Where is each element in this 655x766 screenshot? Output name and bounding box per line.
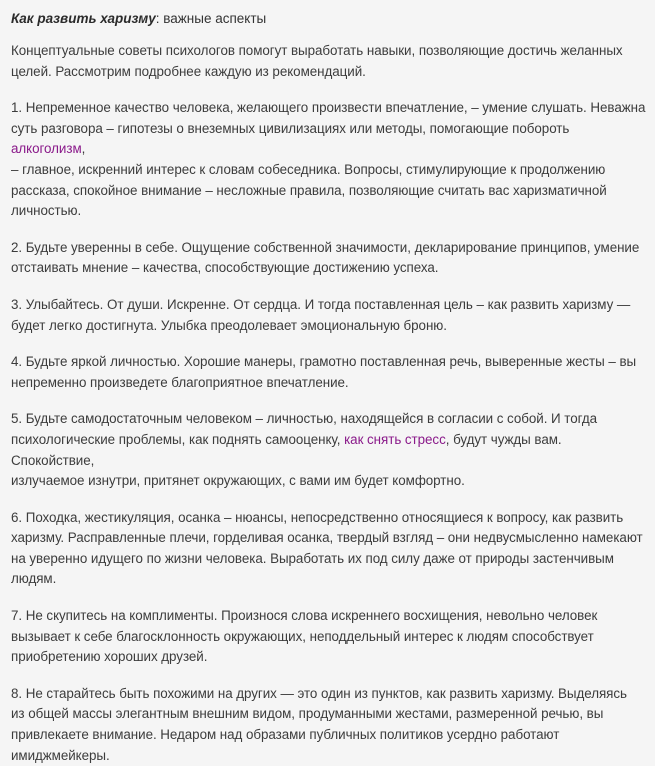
list-item-1 bbox=[11, 98, 647, 222]
section-heading-suffix: : важные аспекты bbox=[155, 11, 267, 26]
item-line: 3. Улыбайтесь. От души. Искренне. От сердца. И тогда поставленная цель – как развить харизму — bbox=[11, 296, 631, 312]
item-line: 7. Не скупитесь на комплименты. Произнося слова искреннего восхищения, невольно человек bbox=[11, 608, 598, 624]
intro-paragraph bbox=[11, 41, 647, 82]
item-line: 8. Не старайтесь быть похожими на других — это один из пунктов, как развить харизму. Выделяясь bbox=[11, 685, 627, 701]
item-line: приобретению хороших друзей. bbox=[11, 649, 208, 665]
section-heading-title: Как развить харизму bbox=[11, 11, 156, 26]
item-line: суть разговора – гипотезы о внеземных цивилизациях или методы, помогающие побороть bbox=[11, 120, 570, 136]
item-line: , bbox=[81, 141, 86, 157]
item-line: привлекаете внимание. Недаром над образами публичных политиков усердно работают имиджмейкеры. bbox=[11, 727, 560, 763]
item-line: харизму. Расправленные плечи, горделивая осанка, твердый взгляд – они недвусмысленно намекают bbox=[11, 530, 643, 546]
item-line: излучаемое изнутри, притянет окружающих, с вами им будет комфортно. bbox=[11, 473, 465, 489]
item-line: непременно произведете благоприятное впечатление. bbox=[11, 374, 349, 390]
list-item-4 bbox=[11, 352, 647, 393]
item-line: людям. bbox=[11, 571, 57, 587]
list-item-8 bbox=[11, 684, 647, 766]
item-line: из общей массы элегантным внешним видом, продуманными жестами, размеренной речью, вы bbox=[11, 706, 604, 722]
section-heading bbox=[11, 9, 647, 28]
list-item-5 bbox=[11, 409, 647, 491]
alcoholism-link[interactable]: алкоголизм bbox=[11, 141, 82, 157]
item-line: 6. Походка, жестикуляция, осанка – нюансы, непосредственно относящиеся к вопросу, как развить bbox=[11, 509, 624, 525]
stress-link[interactable]: как снять стресс bbox=[344, 431, 446, 447]
list-item-7 bbox=[11, 606, 647, 668]
item-line: отстаивать мнение – качества, способствующие достижению успеха. bbox=[11, 260, 439, 276]
item-line: будет легко достигнута. Улыбка преодолевает эмоциональную броню. bbox=[11, 317, 447, 333]
intro-line: целей. Рассмотрим подробнее каждую из рекомендаций. bbox=[11, 63, 366, 79]
list-item-2 bbox=[11, 238, 647, 279]
intro-line: Концептуальные советы психологов помогут выработать навыки, позволяющие достичь желанных bbox=[11, 43, 623, 58]
item-line: психологические проблемы, как поднять самооценку, bbox=[11, 431, 345, 447]
item-line: 1. Непременное качество человека, желающего произвести впечатление, – умение слушать. Неважна bbox=[11, 100, 646, 116]
article bbox=[11, 0, 647, 766]
item-line: на уверенно идущего по жизни человека. Выработать их под силу даже от природы застенчивым bbox=[11, 550, 614, 566]
list-item-3 bbox=[11, 295, 647, 336]
item-line: 4. Будьте яркой личностью. Хорошие манеры, грамотно поставленная речь, выверенные жесты – вы bbox=[11, 354, 637, 370]
item-line: личностью. bbox=[11, 203, 82, 219]
item-line: рассказа, спокойное внимание – несложные правила, позволяющие считать вас харизматичной bbox=[11, 182, 607, 198]
list-item-6 bbox=[11, 508, 647, 590]
item-line: вызывает к себе благосклонность окружающих, неподдельный интерес к людям способствует bbox=[11, 628, 594, 644]
item-line: – главное, искренний интерес к словам собеседника. Вопросы, стимулирующие к продолжению bbox=[11, 161, 606, 177]
item-line: 2. Будьте уверенны в себе. Ощущение собственной значимости, декларирование принципов, умение bbox=[11, 239, 640, 255]
item-line: , будут чужды вам. Спокойствие, bbox=[11, 431, 562, 468]
item-line: 5. Будьте самодостаточным человеком – личностью, находящейся в согласии с собой. И тогда bbox=[11, 411, 598, 427]
